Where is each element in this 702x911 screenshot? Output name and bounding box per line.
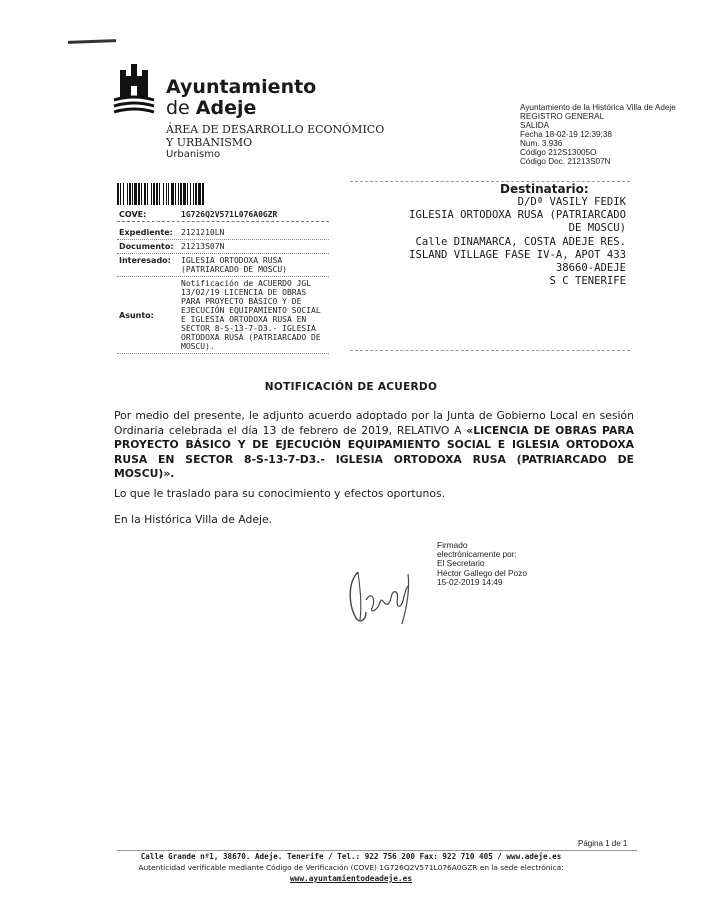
barcode-icon — [117, 183, 301, 205]
interesado-label: Interesado: — [119, 256, 171, 265]
registro-line: Ayuntamiento de la Histórica Villa de Adeje — [520, 103, 676, 112]
cove-label: COVE: — [119, 210, 147, 219]
footer-authenticity: Autenticidad verificable mediante Código de Verificación (COVE) 1G726Q2V571L076A0GZR en la sede electrónica: — [138, 863, 564, 872]
asunto-value: Notificación de ACUERDO JGL 13/02/19 LICENCIA DE OBRAS PARA PROYECTO BÁSICO Y DE EJECUCIÓN EQUIPAMIENTO SOCIAL E IGLESIA ORTODOXA RUSA EN SECTOR 8-S-13-7-D3.- IGLESIA ORTODOXA RUSA (PATRIARCADO DE MOSCU). — [181, 279, 321, 351]
body-paragraph-2: Lo que le traslado para su conocimiento y efectos oportunos. — [114, 487, 446, 500]
registro-stamp — [520, 103, 700, 166]
cove-value: 1G726Q2V571L076A0GZR — [181, 210, 278, 219]
cove-row — [117, 208, 329, 222]
destinatario-divider-bottom — [350, 350, 630, 351]
registro-line: Fecha 18-02-19 12:39:38 — [520, 130, 612, 139]
registro-line: Código Doc. 21213S07N — [520, 157, 611, 166]
interesado-value: IGLESIA ORTODOXA RUSA (PATRIARCADO DE MOSCU) — [181, 256, 287, 274]
signature-line: Firmado — [437, 540, 468, 550]
signature-line: electrónicamente por: — [437, 549, 517, 560]
area-line1: ÁREA DE DESARROLLO ECONÓMICO — [166, 123, 385, 136]
body-paragraph-1: Por medio del presente, le adjunto acuerdo adoptado por la Junta de Gobierno Local en sesión Ordinaria celebrada el día 13 de febrero de 2019, RELATIVO A «LICENCIA DE OBRAS PARA PROYECTO BÁSICO Y DE EJECUCIÓN EQUIPAMIENTO SOCIAL E IGLESIA ORTODOXA RUSA EN SECTOR 8-S-13-7-D3.- IGLESIA ORTODOXA RUSA (PATRIARCADO DE MOSCU)». — [114, 409, 634, 481]
page-number: Página 1 de 1 — [578, 839, 628, 848]
org-name-line1: Ayuntamiento — [166, 76, 317, 98]
pen-mark — [68, 39, 116, 44]
document-meta-table — [117, 208, 329, 354]
signature-line: Héctor Gallego del Pozo — [437, 567, 527, 578]
address-line: ISLAND VILLAGE FASE IV-A, APOT 433 — [409, 248, 626, 261]
interesado-row — [117, 254, 329, 277]
documento-row — [117, 240, 329, 254]
body-paragraph-3: En la Histórica Villa de Adeje. — [114, 513, 273, 526]
address-line: Calle DINAMARCA, COSTA ADEJE RES. — [415, 235, 626, 248]
org-name-line2: de Adeje — [166, 97, 257, 119]
footer-website-link[interactable]: www.ayuntamientodeadeje.es — [289, 874, 413, 883]
signature-line: El Secretario — [437, 558, 485, 569]
expediente-value: 2121210LN — [181, 228, 225, 237]
signature-block — [437, 541, 527, 587]
address-line: IGLESIA ORTODOXA RUSA (PATRIARCADO — [409, 209, 626, 222]
area-sub: Urbanismo — [166, 149, 221, 160]
expediente-row — [117, 222, 329, 240]
documento-value: 21213S07N — [181, 242, 225, 251]
expediente-label: Expediente: — [119, 228, 173, 237]
registro-line: REGISTRO GENERAL — [520, 112, 605, 121]
address-line: S C TENERIFE — [549, 275, 626, 288]
registro-line: Código 212S13005O — [520, 148, 597, 157]
destinatario-title: Destinatario: — [500, 182, 589, 196]
asunto-label: Asunto: — [119, 310, 154, 320]
address-line: D/Dª VASILY FEDIK — [517, 196, 626, 208]
documento-label: Documento: — [119, 242, 174, 251]
destinatario-address — [350, 196, 626, 288]
adeje-logo-icon — [112, 60, 156, 116]
signature-line: 15-02-2019 14:49 — [437, 576, 503, 587]
footer-address: Calle Grande nº1, 38670. Adeje. Tenerife / Tel.: 922 756 200 Fax: 922 710 405 / www.adeje.es — [140, 852, 562, 861]
footer-divider — [117, 850, 637, 851]
asunto-row — [117, 277, 329, 354]
area-line2: Y URBANISMO — [166, 135, 253, 149]
handwritten-signature-icon — [344, 560, 424, 628]
registro-line: SALIDA — [520, 121, 550, 130]
address-line: 38660-ADEJE — [555, 262, 626, 275]
registro-line: Num. 3.936 — [520, 139, 563, 148]
department-block — [166, 124, 386, 162]
document-heading: NOTIFICACIÓN DE ACUERDO — [264, 381, 438, 393]
address-line: DE MOSCU) — [568, 222, 626, 235]
